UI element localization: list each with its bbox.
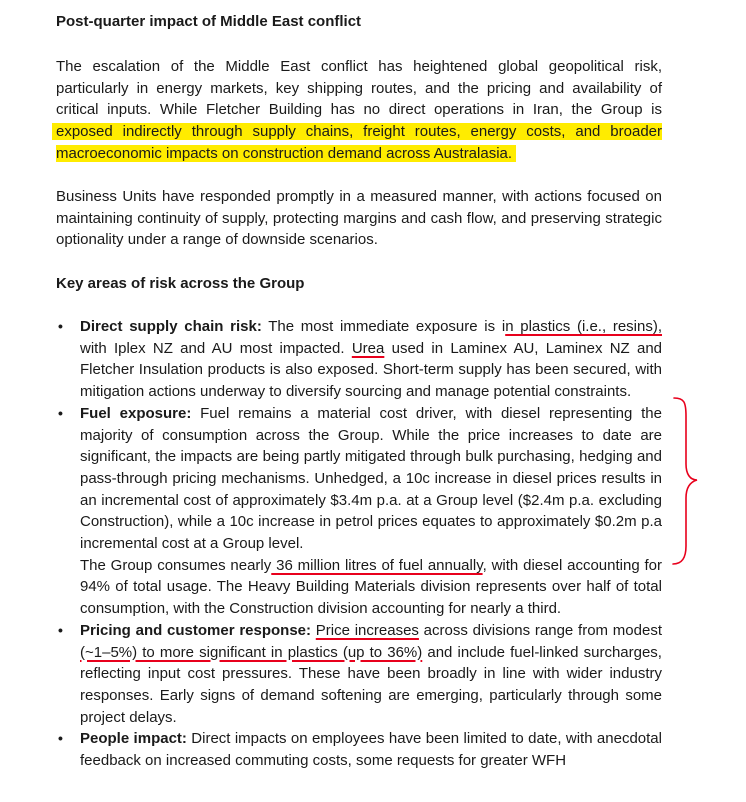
bullet-lead: Pricing and customer response: <box>80 621 312 639</box>
annotated-underline: (~1–5%) to more significant in plastics (up to 36%) <box>80 643 423 661</box>
bullet-pricing <box>56 620 662 729</box>
bullet-text: across divisions range from modest <box>418 621 662 639</box>
bullet-lead: Fuel exposure: <box>80 404 192 422</box>
annotated-underline: 36 million litres of fuel annually <box>271 556 483 574</box>
paragraph-escalation <box>56 56 662 165</box>
red-brace-annotation <box>672 396 700 566</box>
bullet-text: with Iplex NZ and AU most impacted. <box>80 339 352 357</box>
bullet-marker: • <box>58 318 63 334</box>
bullet-supply-chain <box>56 316 662 403</box>
bullet-text: Fuel remains a material cost driver, with diesel representing the majority of consumption across the Group. While the price increases to date are significant, the impacts are being partly mitigated through bulk purchasing, hedging and pass-through pricing mechanisms. Unhedged, a 10c increase in diesel prices results in an incremental cost of approximately $3.4m p.a. at a Group level ($2.4m p.a. excluding Construction), while a 10c increase in petrol prices equates to approximately $0.2m p.a incremental cost at a Group level. <box>80 404 662 553</box>
bullet-lead: Direct supply chain risk: <box>80 318 262 335</box>
paragraph-business-units: Business Units have responded promptly in a measured manner, with actions focused on maintaining continuity of supply, protecting margins and cash flow, and preserving strategic optionality under a range of downside scenarios. <box>56 188 662 249</box>
bullet-people <box>56 728 662 771</box>
annotated-underline: Price increases <box>315 621 419 639</box>
risk-bullet-list <box>56 316 664 772</box>
bullet-marker: • <box>58 621 63 638</box>
bullet-text: The Group consumes nearly <box>80 556 272 574</box>
bullet-text: Direct impacts on employees have been limited to date, with anecdotal feedback on increased commuting costs, some requests for greater WFH <box>80 730 662 770</box>
bullet-text: The most immediate exposure is i <box>261 318 506 335</box>
bullet-text: , with diesel accounting for 94% of total usage. The Heavy Building Materials division represents over half of total consumption, with the Construction division accounting for nearly a third. <box>80 556 663 618</box>
bullet-text: and include fuel-linked surcharges, reflecting input cost pressures. These have been broadly in line with wider industry responses. Early signs of demand softening are emerging, particularly through some project delays. <box>80 643 662 726</box>
bullet-lead: People impact: <box>80 730 187 748</box>
annotated-underline: Urea <box>351 339 385 357</box>
highlighted-text: exposed indirectly through supply chains, freight routes, energy costs, and broader macroeconomic impacts on construction demand across Australasia. <box>56 123 662 162</box>
section-heading-key-risks: Key areas of risk across the Group <box>56 275 305 292</box>
bullet-marker: • <box>58 404 63 421</box>
annotated-underline: n plastics (i.e., resins), <box>505 318 662 335</box>
bullet-fuel-exposure <box>56 403 662 620</box>
bullet-marker: • <box>58 730 63 747</box>
bullet-text: used in Laminex AU, Laminex NZ and Fletcher Insulation products is also exposed. Short-term supply has been secured, with mitigation actions underway to diversify sourcing and manage potential constraints. <box>80 339 662 401</box>
section-heading-middle-east: Post-quarter impact of Middle East conflict <box>56 13 362 30</box>
paragraph-escalation-text: The escalation of the Middle East conflict has heightened global geopolitical risk, particularly in energy markets, key shipping routes, and the pricing and availability of critical inputs. While Fletcher Building has no direct operations in Iran, the Group is <box>56 58 662 119</box>
